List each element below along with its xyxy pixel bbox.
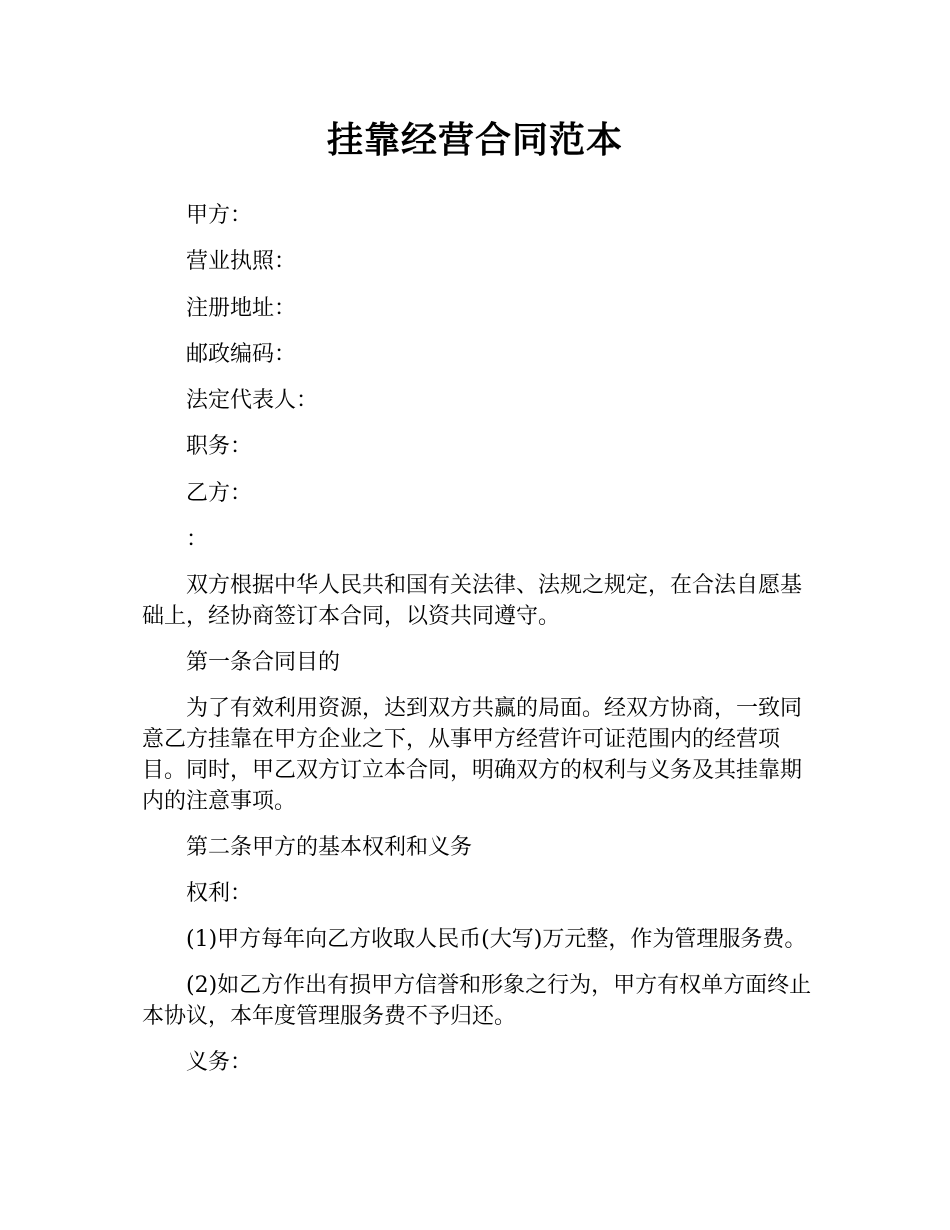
postal-code-field: 邮政编码： xyxy=(186,341,297,367)
article-1-heading: 第一条合同目的 xyxy=(186,650,341,676)
business-license-field: 营业执照： xyxy=(186,249,297,275)
rights-heading: 权利： xyxy=(186,881,253,907)
obligations-heading: 义务： xyxy=(186,1050,253,1076)
party-a-field: 甲方： xyxy=(186,203,253,228)
position-field: 职务： xyxy=(186,434,253,460)
blank-field: ： xyxy=(186,527,209,553)
party-b-field: 乙方： xyxy=(186,480,253,506)
legal-representative-field: 法定代表人： xyxy=(186,388,319,414)
document-body xyxy=(142,200,812,1093)
preamble-paragraph: 双方根据中华人民共和国有关法律、法规之规定，在合法自愿基础上，经协商签订本合同，以资共同遵守。 xyxy=(142,573,803,630)
registered-address-field: 注册地址： xyxy=(186,295,297,321)
article-2-heading: 第二条甲方的基本权利和义务 xyxy=(186,835,473,861)
rights-item-1: (1)甲方每年向乙方收取人民币(大写)万元整，作为管理服务费。 xyxy=(186,927,807,953)
article-1-paragraph: 为了有效利用资源，达到双方共赢的局面。经双方协商，一致同意乙方挂靠在甲方企业之下，从事甲方经营许可证范围内的经营项目。同时，甲乙双方订立本合同，明确双方的权利与义务及其挂靠期内的注意事项。 xyxy=(142,696,803,815)
document-title: 挂靠经营合同范本 xyxy=(326,120,623,161)
rights-item-2: (2)如乙方作出有损甲方信誉和形象之行为，甲方有权单方面终止本协议，本年度管理服务费不予归还。 xyxy=(142,973,812,1030)
